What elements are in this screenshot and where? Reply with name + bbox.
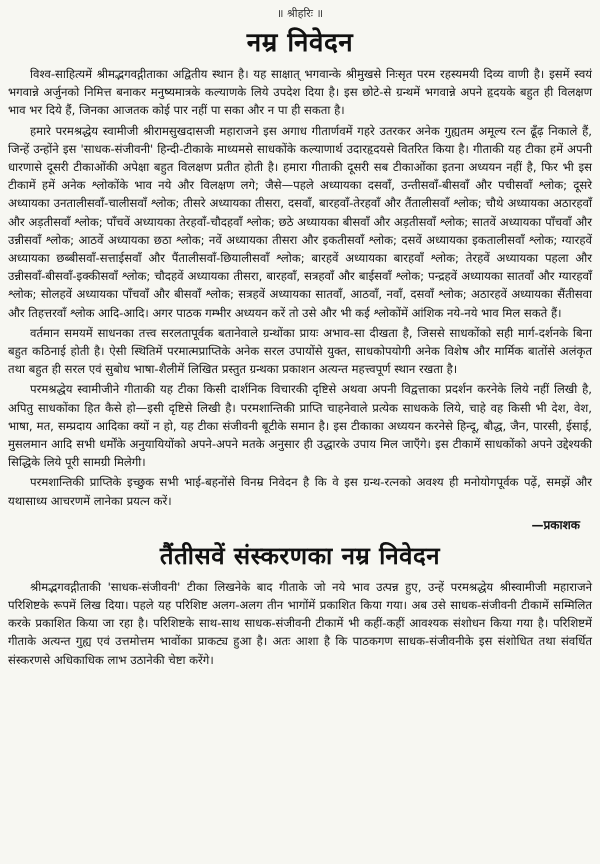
paragraph: श्रीमद्भगवद्गीताकी 'साधक-संजीवनी' टीका लिखनेके बाद गीताके जो नये भाव उत्पन्न हुए, उन्हें परमश्रद्धेय श्रीस्वामीजी महाराजने परिशिष्टके रूपमें लिख दिया। पहले यह परिशिष्ट अलग-अलग तीन भागोंमें प्रकाशित किया गया। अब उसे साधक-संजीवनी टीकामें सम्मिलित करके प्रकाशित किया जा रहा है। परिशिष्टके साथ-साथ साधक-संजीवनी टीकामें भी कहीं-कहीं आवश्यक संशोधन किया गया है। परिशिष्टमें गीताके अत्यन्त गुह्य एवं उत्तमोत्तम भावोंका प्राकट्य हुआ है। अतः आशा है कि पाठकगण साधक-संजीवनीके इस संशोधित तथा संवर्धित संस्करणसे अधिकाधिक लाभ उठानेकी चेष्टा करेंगे। xyxy=(8,579,592,667)
section-body-1 xyxy=(8,65,592,510)
invocation: ॥ श्रीहरिः ॥ xyxy=(276,7,324,20)
publisher-signature: —प्रकाशक xyxy=(531,517,580,532)
section-title: तैंतीसवें संस्करणका नम्र निवेदन xyxy=(159,541,441,570)
page-title: नम्र निवेदन xyxy=(246,28,354,58)
paragraph: विश्व-साहित्यमें श्रीमद्भगवद्गीताका अद्वितीय स्थान है। यह साक्षात् भगवान्के श्रीमुखसे निःसृत परम रहस्यमयी दिव्य वाणी है। इसमें स्वयं भगवान्ने अर्जुनको निमित्त बनाकर मनुष्यमात्रके कल्याणके लिये उपदेश दिया है। इस छोटे-से ग्रन्थमें भगवान्ने अपने हृदयके बहुत ही विलक्षण भाव भर दिये हैं, जिनका आजतक कोई पार नहीं पा सका और न पा ही सकता है। xyxy=(8,67,592,118)
paragraph: हमारे परमश्रद्धेय स्वामीजी श्रीरामसुखदासजी महाराजने इस अगाध गीतार्णवमें गहरे उतरकर अनेक गुह्यतम अमूल्य रत्न ढूँढ़ निकाले हैं, जिन्हें उन्होंने इस 'साधक-संजीवनी' हिन्दी-टीकाके माध्यमसे साधकोंके कल्याणार्थ उदारहृदयसे वितरित किया है। गीताकी यह टीका हमें अपनी धारणासे दूसरी टीकाओंकी अपेक्षा बहुत विलक्षण प्रतीत होती है। हमारा गीताकी दूसरी सब टीकाओंका इतना अध्ययन नहीं है, फिर भी इस टीकामें हमें अनेक श्लोकोंके भाव नये और विलक्षण लगे; जैसे—पहले अध्यायका दसवाँ, उन्तीसवाँ-बीसवाँ और पचीसवाँ श्लोक; दूसरे अध्यायका उनतालीसवाँ-चालीसवाँ श्लोक; तीसरे अध्यायका तीसरा, दसवाँ, बारहवाँ-तेरहवाँ और तैंतालीसवाँ श्लोक; चौथे अध्यायका अठारहवाँ और अड़तीसवाँ श्लोक; पाँचवें अध्यायका तेरहवाँ-चौदहवाँ श्लोक; छठे अध्यायका बीसवाँ और अड़तीसवाँ श्लोक; सातवें अध्यायका पाँचवाँ और उन्नीसवाँ श्लोक; आठवें अध्यायका छठा श्लोक; नवें अध्यायका तीसरा और इकतीसवाँ श्लोक; दसवें अध्यायका इकतालीसवाँ श्लोक; ग्यारहवें अध्यायका छब्बीसवाँ-सत्ताईसवाँ और पैंतालीसवाँ-छियालीसवाँ श्लोक; बारहवें अध्यायका बारहवाँ श्लोक; तेरहवें अध्यायका पहला और उन्नीसवाँ-बीसवाँ-इक्कीसवाँ श्लोक; चौदहवें अध्यायका तीसरा, बारहवाँ, सत्रहवाँ और बाईसवाँ श्लोक; पन्द्रहवें अध्यायका सातवाँ और ग्यारहवाँ श्लोक; सोलहवें अध्यायका पाँचवाँ और बीसवाँ श्लोक; सत्रहवें अध्यायका सातवाँ, आठवाँ, नवाँ, दसवाँ श्लोक; अठारहवें अध्यायका सैंतीसवा और तिहत्तरवाँ श्लोक आदि-आदि। अगर पाठक गम्भीर अध्ययन करें तो उसे और भी कई श्लोकोंमें आंशिक नये-नये भाव मिल सकते हैं। xyxy=(8,123,592,320)
paragraph: परमश्रद्धेय स्वामीजीने गीताकी यह टीका किसी दार्शनिक विचारकी दृष्टिसे अथवा अपनी विद्वत्ताका प्रदर्शन करनेके लिये नहीं लिखी है, अपितु साधकोंका हित कैसे हो—इसी दृष्टिसे लिखी है। परमशान्तिकी प्राप्ति चाहनेवाले प्रत्येक साधकके लिये, चाहे वह किसी भी देश, वेश, भाषा, मत, सम्प्रदाय आदिका क्यों न हो, यह टीका संजीवनी बूटीके समान है। इस टीकाका अध्ययन करनेसे हिन्दू, बौद्ध, जैन, पारसी, ईसाई, मुसलमान आदि सभी धर्मोंके अनुयायियोंको अपने-अपने मतके अनुसार ही उद्धारके उपाय मिल जाएँगे। इस टीकामें साधकोंको अपने उद्देश्यकी सिद्धिके लिये पूरी सामग्री मिलेगी। xyxy=(8,382,592,470)
paragraph: परमशान्तिकी प्राप्तिके इच्छुक सभी भाई-बहनोंसे विनम्र निवेदन है कि वे इस ग्रन्थ-रत्नको अवश्य ही मनोयोगपूर्वक पढ़ें, समझें और यथासाध्य आचरणमें लानेका प्रयत्न करें। xyxy=(8,475,592,508)
section-body-2 xyxy=(8,578,592,669)
paragraph: वर्तमान समयमें साधनका तत्त्व सरलतापूर्वक बतानेवाले ग्रन्थोंका प्रायः अभाव-सा दीखता है, जिससे साधकोंको सही मार्ग-दर्शनके बिना बहुत कठिनाई होती है। ऐसी स्थितिमें परमात्मप्राप्तिके अनेक सरल उपायोंसे युक्त, साधकोपयोगी अनेक विशेष और मार्मिक बातोंसे अलंकृत तथा बहुत ही सरल एवं सुबोध भाषा-शैलीमें लिखित प्रस्तुत ग्रन्थका प्रकाशन अत्यन्त महत्त्वपूर्ण स्थान रखता है। xyxy=(8,325,592,377)
